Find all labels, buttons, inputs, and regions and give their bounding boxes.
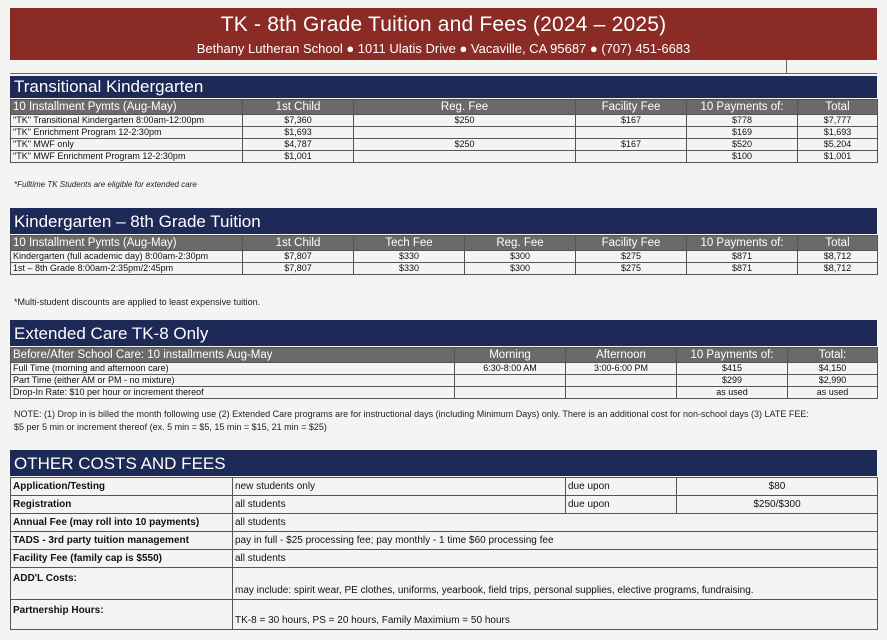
program-cell: Kindergarten (full academic day) 8:00am-2:30pm <box>11 251 243 263</box>
fee-label: Annual Fee (may roll into 10 payments) <box>11 514 233 532</box>
amount-cell: $1,693 <box>798 127 878 139</box>
amount-cell: $4,150 <box>788 363 878 375</box>
page-header <box>10 8 877 60</box>
time-cell <box>455 375 566 387</box>
amount-cell: as used <box>788 387 878 399</box>
fee-label: TADS - 3rd party tuition management <box>11 532 233 550</box>
table-row <box>11 568 878 600</box>
amount-cell: $1,693 <box>243 127 354 139</box>
program-cell: Drop-In Rate: $10 per hour or increment thereof <box>11 387 455 399</box>
time-cell <box>566 387 677 399</box>
amount-cell <box>576 151 687 163</box>
ext-col-header: Total: <box>788 348 878 363</box>
table-row <box>11 387 878 399</box>
amount-cell: $250 <box>354 139 576 151</box>
fee-desc: all students <box>233 496 566 514</box>
amount-cell: $415 <box>677 363 788 375</box>
ext-header-row <box>11 348 878 363</box>
table-row <box>11 127 878 139</box>
amount-cell: $7,777 <box>798 115 878 127</box>
table-row <box>11 532 878 550</box>
header-divider <box>10 60 877 74</box>
table-row <box>11 115 878 127</box>
fee-desc: all students <box>233 550 878 568</box>
ext-col-header: Before/After School Care: 10 installments Aug-May <box>11 348 455 363</box>
program-cell: 1st – 8th Grade 8:00am-2:35pm/2:45pm <box>11 263 243 275</box>
fee-desc: pay in full - $25 processing fee; pay monthly - 1 time $60 processing fee <box>233 532 878 550</box>
k8-col-header: Facility Fee <box>576 236 687 251</box>
amount-cell: $250 <box>354 115 576 127</box>
table-row <box>11 251 878 263</box>
program-cell: Full Time (morning and afternoon care) <box>11 363 455 375</box>
program-cell: Part Time (either AM or PM - no mixture) <box>11 375 455 387</box>
fee-desc: all students <box>233 514 878 532</box>
time-cell: 3:00-6:00 PM <box>566 363 677 375</box>
k8-header-row <box>11 236 878 251</box>
fee-label: ADD'L Costs: <box>11 568 233 600</box>
fee-due: due upon <box>566 478 677 496</box>
table-row <box>11 496 878 514</box>
ext-table <box>10 347 878 399</box>
amount-cell: $520 <box>687 139 798 151</box>
amount-cell: $4,787 <box>243 139 354 151</box>
ext-col-header: 10 Payments of: <box>677 348 788 363</box>
program-cell: "TK" Enrichment Program 12-2:30pm <box>11 127 243 139</box>
amount-cell: $778 <box>687 115 798 127</box>
fee-due: due upon <box>566 496 677 514</box>
amount-cell: $7,360 <box>243 115 354 127</box>
ext-note: NOTE: (1) Drop in is billed the month following use (2) Extended Care programs are for instructional days (including Minimum Days) only. There is an additional cost for non-school days (3) LATE FEE: $5 per 5 min or increment thereof (ex. 5 min = $5, 15 min = $15, 21 min = $25) <box>14 409 809 432</box>
amount-cell <box>354 127 576 139</box>
program-cell: "TK" MWF Enrichment Program 12-2:30pm <box>11 151 243 163</box>
tk-col-header: Reg. Fee <box>354 100 576 115</box>
amount-cell: $871 <box>687 263 798 275</box>
amount-cell: $1,001 <box>243 151 354 163</box>
amount-cell: $100 <box>687 151 798 163</box>
tk-header-row <box>11 100 878 115</box>
amount-cell: $300 <box>465 263 576 275</box>
tk-col-header: 10 Payments of: <box>687 100 798 115</box>
fee-desc: new students only <box>233 478 566 496</box>
amount-cell: $8,712 <box>798 251 878 263</box>
fee-label: Partnership Hours: <box>11 600 233 630</box>
amount-cell: $275 <box>576 251 687 263</box>
school-address: Bethany Lutheran School ● 1011 Ulatis Drive ● Vacaville, CA 95687 ● (707) 451-6683 <box>196 41 691 56</box>
program-cell: "TK" MWF only <box>11 139 243 151</box>
k8-section-title: Kindergarten – 8th Grade Tuition <box>10 208 877 234</box>
tk-table <box>10 99 878 163</box>
tk-note: *Fulltime TK Students are eligible for extended care <box>14 180 197 189</box>
table-row <box>11 550 878 568</box>
amount-cell: as used <box>677 387 788 399</box>
ext-col-header: Afternoon <box>566 348 677 363</box>
table-row <box>11 600 878 630</box>
tk-section-title: Transitional Kindergarten <box>10 76 877 98</box>
amount-cell: $7,807 <box>243 263 354 275</box>
k8-col-header: Reg. Fee <box>465 236 576 251</box>
fee-desc: may include: spirit wear, PE clothes, uniforms, yearbook, field trips, personal supplies, elective programs, fundraising. <box>233 568 878 600</box>
tk-col-header: 1st Child <box>243 100 354 115</box>
amount-cell: $871 <box>687 251 798 263</box>
amount-cell: $8,712 <box>798 263 878 275</box>
k8-col-header: 1st Child <box>243 236 354 251</box>
ext-col-header: Morning <box>455 348 566 363</box>
k8-note: *Multi-student discounts are applied to least expensive tuition. <box>14 297 261 307</box>
page-title: TK - 8th Grade Tuition and Fees (2024 – 2025) <box>220 13 667 36</box>
tk-col-header: Facility Fee <box>576 100 687 115</box>
other-table <box>10 477 878 630</box>
table-row <box>11 375 878 387</box>
fee-label: Registration <box>11 496 233 514</box>
program-cell: "TK" Transitional Kindergarten 8:00am-12:00pm <box>11 115 243 127</box>
fee-amount: $250/$300 <box>677 496 878 514</box>
table-row <box>11 139 878 151</box>
table-row <box>11 514 878 532</box>
tk-col-header: Total <box>798 100 878 115</box>
amount-cell: $275 <box>576 263 687 275</box>
time-cell <box>566 375 677 387</box>
amount-cell <box>576 127 687 139</box>
amount-cell: $330 <box>354 263 465 275</box>
amount-cell: $167 <box>576 115 687 127</box>
k8-col-header: 10 Installment Pymts (Aug-May) <box>11 236 243 251</box>
amount-cell: $167 <box>576 139 687 151</box>
fee-label: Application/Testing <box>11 478 233 496</box>
k8-col-header: 10 Payments of: <box>687 236 798 251</box>
table-row <box>11 263 878 275</box>
amount-cell: $7,807 <box>243 251 354 263</box>
k8-col-header: Tech Fee <box>354 236 465 251</box>
fee-desc: TK-8 = 30 hours, PS = 20 hours, Family Maximium = 50 hours <box>233 600 878 630</box>
other-section-title: OTHER COSTS AND FEES <box>10 450 877 476</box>
amount-cell: $330 <box>354 251 465 263</box>
amount-cell <box>354 151 576 163</box>
fee-amount: $80 <box>677 478 878 496</box>
table-row <box>11 151 878 163</box>
table-row <box>11 478 878 496</box>
fee-label: Facility Fee (family cap is $550) <box>11 550 233 568</box>
ext-section-title: Extended Care TK-8 Only <box>10 320 877 346</box>
amount-cell: $299 <box>677 375 788 387</box>
amount-cell: $5,204 <box>798 139 878 151</box>
amount-cell: $169 <box>687 127 798 139</box>
time-cell <box>455 387 566 399</box>
tk-col-header: 10 Installment Pymts (Aug-May) <box>11 100 243 115</box>
k8-table <box>10 235 878 275</box>
k8-col-header: Total <box>798 236 878 251</box>
time-cell: 6:30-8:00 AM <box>455 363 566 375</box>
amount-cell: $2,990 <box>788 375 878 387</box>
table-row <box>11 363 878 375</box>
amount-cell: $300 <box>465 251 576 263</box>
amount-cell: $1,001 <box>798 151 878 163</box>
